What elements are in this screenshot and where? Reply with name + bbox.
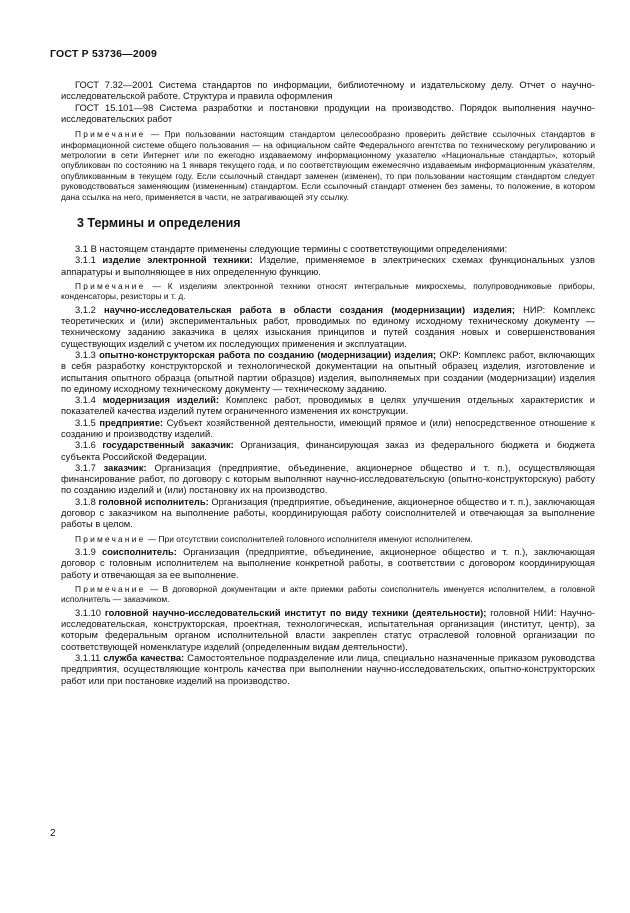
- term-definition: НИР: Комплекс теоретических и (или) экспериментальных работ, проводимых по единому исходному техническому документу — техническому заданию заказчика в целях изыскания принципов и путей создания новых и совершенствования существующих изделий с учетом их последующих применения и эксплуатации.: [61, 304, 595, 349]
- term-definition: Субъект хозяйственной деятельности, имеющий прямое и (или) непосредственное отношение к созданию и производству изделий.: [61, 417, 595, 439]
- term-definition: головной НИИ: Научно-исследовательская, конструкторская, проектная, технологическая, испытательная организация (институт, центр), за которым федеральным органом исполнительной власти закреплен статус отраслевой головной организации по соответствующей номенклатуре изделий (определенным видам деятельности).: [61, 607, 596, 652]
- section-title: 3 Термины и определения: [77, 216, 241, 231]
- note-3-1-8: Примечание — При отсутствии соисполнителей головного исполнителя именуют исполнителем.: [75, 533, 473, 544]
- term-definition: Изделие, применяемое в электрических схемах функциональных узлов аппаратуры и выполняющее в них определенную функцию.: [61, 255, 595, 277]
- term-name: соисполнитель:: [102, 547, 177, 558]
- term-3-1-9: 3.1.9 соисполнитель: Организация (предприятие, объединение, акционерное общество и т. п.), заключающая договор с головным исполнителем на выполнение конкретной работы, в соответствии с договором координирующая работу и отвечающая за ее выполнение.: [61, 547, 595, 580]
- term-3-1-1: 3.1.1 изделие электронной техники: Изделие, применяемое в электрических схемах функциональных узлов аппаратуры и выполняющее в них определенную функцию.: [61, 255, 595, 277]
- term-3-1-11: 3.1.11 служба качества: Самостоятельное подразделение или лица, специально назначенные приказом руководства предприятия, осуществляющие контроль качества при выполнении научно-исследовательских, опытно-конструкторских работ или при постановке изделий на производство.: [61, 652, 596, 686]
- note-3-1-1: Примечание — К изделиям электронной техники относят интегральные микросхемы, полупроводниковые приборы, конденсаторы, резисторы и т. д.: [61, 280, 595, 302]
- page-number: 2: [50, 828, 56, 839]
- term-definition: Комплекс работ, проводимых в целях улучшения отдельных характеристик и показателей качества изделий путем ограниченного изменения их конструкции.: [61, 395, 595, 417]
- term-definition: ОКР: Комплекс работ, включающих в себя разработку конструкторской и технологической документации на опытный образец изделия, изготовление и испытания опытного образца (опытной партии образцов) изделия, выполняемых при создании (модернизации) изделия по единому исходному техническому документу — техническому заданию.: [61, 349, 595, 394]
- reference-note: [61, 129, 595, 202]
- term-definition: Организация (предприятие, объединение, акционерное общество и т. п.), заключающая договор с заказчиком на выполнение работы, координирующая работу соисполнителей и отвечающая за выполнение работы в целом.: [61, 496, 595, 530]
- term-name: заказчик:: [103, 462, 147, 473]
- term-3-1-8: 3.1.8 головной исполнитель: Организация (предприятие, объединение, акционерное общество и т. п.), заключающая договор с заказчиком на выполнение работы, координирующая работу соисполнителей и отвечающая за выполнение работы в целом.: [61, 496, 595, 530]
- term-name: модернизация изделий:: [102, 395, 219, 406]
- section-intro: 3.1 В настоящем стандарте применены следующие термины с соответствующими определениями:: [75, 244, 508, 255]
- term-3-1-5: 3.1.5 предприятие: Субъект хозяйственной деятельности, имеющий прямое и (или) непосредственное отношение к созданию и производству изделий.: [61, 417, 595, 439]
- term-name: изделие электронной техники:: [102, 255, 253, 266]
- term-3-1-3: 3.1.3 опытно-конструкторская работа по созданию (модернизации) изделия; ОКР: Комплекс работ, включающих в себя разработку конструкторской и технологической документации на опытный образец изделия, изготовление и испытания опытного образца (опытной партии образцов) изделия, выполняемых при создании (модернизации) изделия по единому исходному техническому документу — техническому заданию.: [61, 349, 595, 394]
- document-code-header: ГОСТ Р 53736—2009: [50, 48, 158, 60]
- term-3-1-6: 3.1.6 государственный заказчик: Организация, финансирующая заказ из федерального бюджета и бюджета субъекта Российской Федерации.: [61, 440, 595, 462]
- term-3-1-4: 3.1.4 модернизация изделий: Комплекс работ, проводимых в целях улучшения отдельных характеристик и показателей качества изделий путем ограниченного изменения их конструкции.: [61, 395, 595, 417]
- term-definition: Самостоятельное подразделение или лица, специально назначенные приказом руководства предприятия, осуществляющие контроль качества при выполнении научно-исследовательских, опытно-конструкторских работ или при постановке изделий на производство.: [61, 652, 596, 686]
- term-name: головной научно-исследовательский институт по виду техники (деятельности);: [104, 607, 487, 618]
- page-body: [61, 80, 595, 687]
- term-definition: Организация (предприятие, объединение, акционерное общество и т. п.), заключающая договор с головным исполнителем на выполнение конкретной работы, в соответствии с договором координирующая работу и отвечающая за ее выполнение.: [61, 547, 595, 580]
- term-definition: Организация (предприятие, объединение, акционерное общество и т. п.), осуществляющая финансирование работ, по договору с которым выполняют научно-исследовательскую (опытно-конструкторскую) работу по созданию изделий и (или) постановку их на производство.: [61, 462, 595, 496]
- note-text: — При пользовании настоящим стандартом целесообразно проверить действие ссылочных стандартов в информационной системе общего пользования — на официальном сайте Федерального агентства по техническому регулированию и метрологии в сети Интернет или по ежегодно издаваемому информационному указателю «Национальные стандарты», который опубликован по состоянию на 1 января текущего года, и по соответствующим ежемесячно издаваемым информационным указателям, опубликованным в текущем году. Если ссылочный стандарт заменен (изменен), то при пользовании настоящим стандартом следует руководствоваться заменяющим (измененным) стандартом. Если ссылочный стандарт отменен без замены, то положение, в котором дана ссылка на него, применяется в части, не затрагивающей эту ссылку.: [61, 129, 595, 202]
- term-name: государственный заказчик:: [102, 440, 234, 451]
- term-3-1-2: 3.1.2 научно-исследовательская работа в области создания (модернизации) изделия; НИР: Комплекс теоретических и (или) экспериментальных работ, проводимых по единому исходному техническому документу — техническому заданию заказчика в целях изыскания принципов и путей создания новых и совершенствования существующих изделий с учетом их последующих применения и эксплуатации.: [61, 304, 595, 349]
- term-name: опытно-конструкторская работа по созданию (модернизации) изделия;: [99, 349, 437, 360]
- term-name: служба качества:: [103, 652, 185, 663]
- term-name: предприятие:: [99, 417, 164, 428]
- reference-gost-7-32: ГОСТ 7.32—2001 Система стандартов по информации, библиотечному и издательскому делу. Отчет о научно-исследовательской работе. Структура и правила оформления: [61, 80, 595, 102]
- term-name: головной исполнитель:: [98, 496, 209, 507]
- term-definition: Организация, финансирующая заказ из федерального бюджета и бюджета субъекта Российской Федерации.: [61, 440, 595, 462]
- note-3-1-9: Примечание — В договорной документации и акте приемки работы соисполнитель именуется исполнителем, а головной исполнитель — заказчиком.: [61, 583, 595, 605]
- note-label: Примечание: [75, 129, 146, 140]
- reference-gost-15-101: ГОСТ 15.101—98 Система разработки и постановки продукции на производство. Порядок выполнения научно-исследовательских работ: [61, 102, 595, 124]
- term-3-1-10: 3.1.10 головной научно-исследовательский институт по виду техники (деятельности); головной НИИ: Научно-исследовательская, конструкторская, проектная, технологическая, испытательная организация (институт, центр), за которым федеральным органом исполнительной власти закреплен статус отраслевой головной организации по соответствующей номенклатуре изделий (определенным видам деятельности).: [61, 607, 596, 652]
- term-name: научно-исследовательская работа в области создания (модернизации) изделия;: [103, 304, 515, 315]
- term-3-1-7: 3.1.7 заказчик: Организация (предприятие, объединение, акционерное общество и т. п.), осуществляющая финансирование работ, по договору с которым выполняют научно-исследовательскую (опытно-конструкторскую) работу по созданию изделий и (или) постановку их на производство.: [61, 462, 595, 496]
